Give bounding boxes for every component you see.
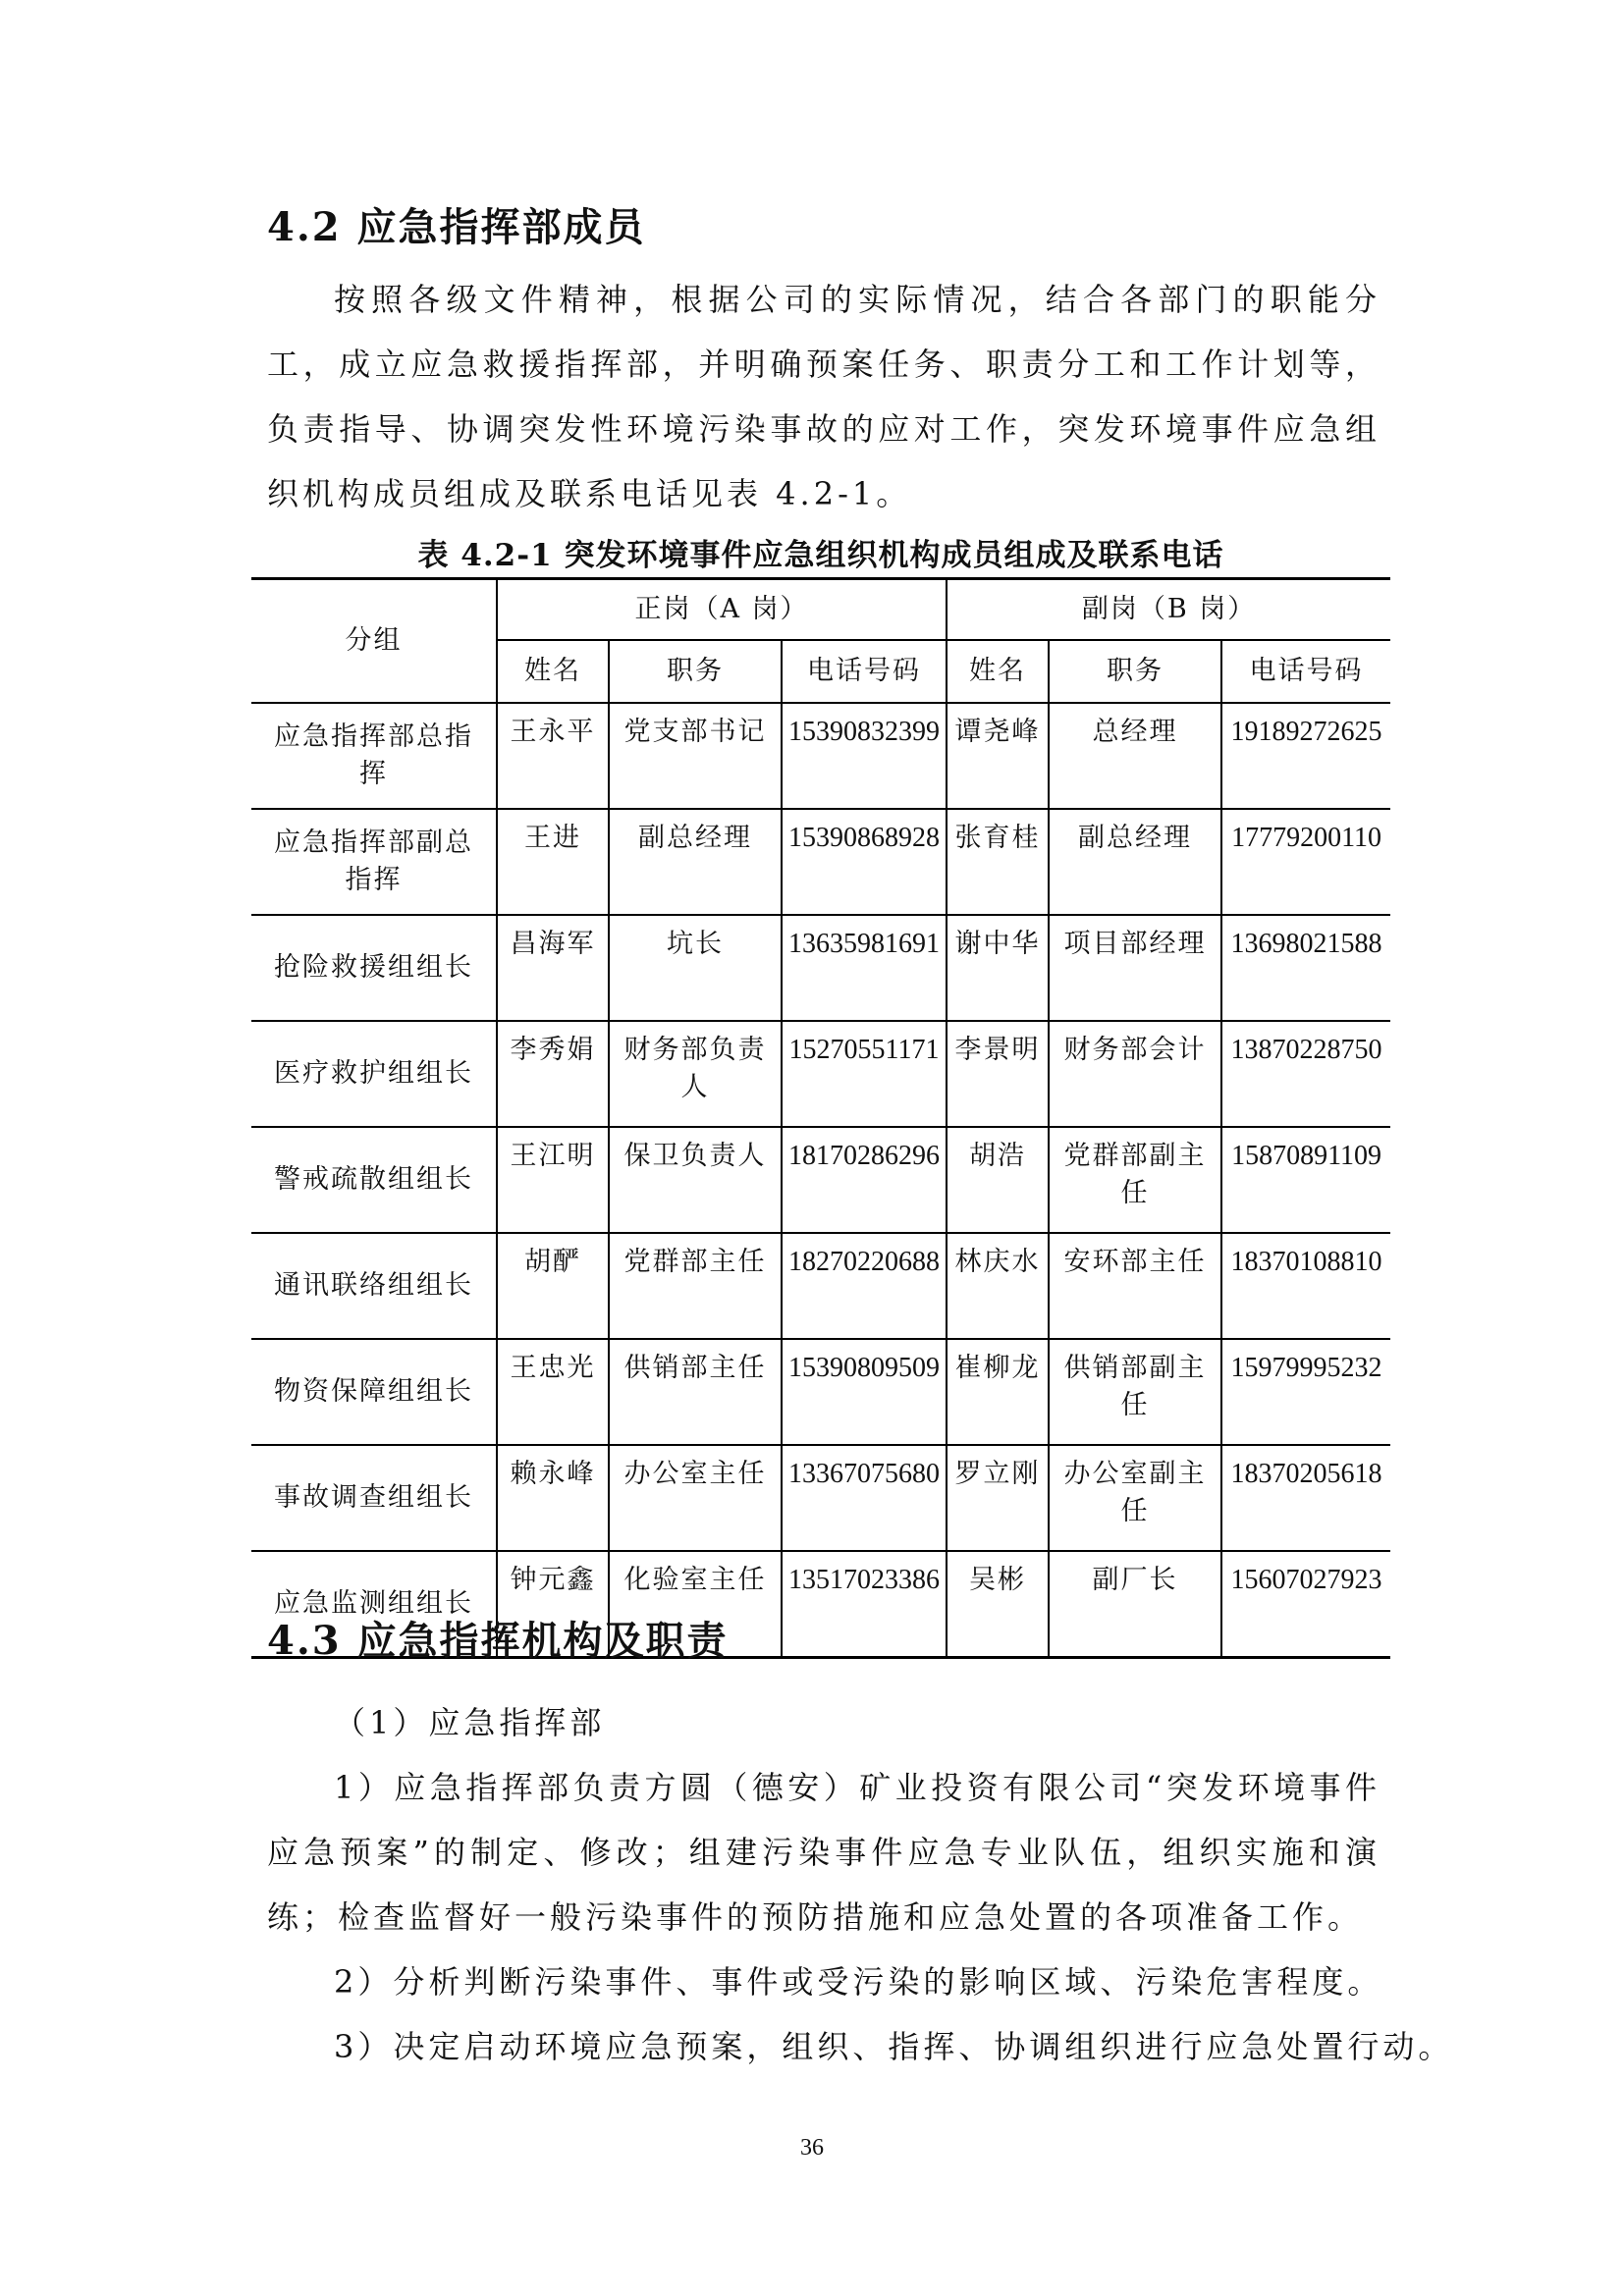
cell-a-name: 胡酽	[497, 1233, 609, 1339]
header-a-post: 正岗（A 岗）	[497, 579, 947, 641]
duty-item-3: 3）决定启动环境应急预案，组织、指挥、协调组织进行应急处置行动。	[334, 2028, 1454, 2065]
cell-group: 事故调查组组长	[251, 1445, 497, 1551]
cell-b-name: 罗立刚	[947, 1445, 1049, 1551]
cell-a-duty: 化验室主任	[609, 1551, 782, 1658]
table-row	[251, 1021, 1390, 1127]
header-b-duty: 职务	[1049, 640, 1221, 703]
cell-b-duty: 项目部经理	[1049, 915, 1221, 1021]
cell-group: 应急指挥部副总指挥	[251, 809, 497, 915]
cell-a-name: 钟元鑫	[497, 1551, 609, 1658]
cell-a-name: 赖永峰	[497, 1445, 609, 1551]
table-row	[251, 1233, 1390, 1339]
cell-b-name: 谢中华	[947, 915, 1049, 1021]
cell-b-duty: 办公室副主任	[1049, 1445, 1221, 1551]
emergency-members-table	[251, 577, 1390, 1659]
cell-b-duty: 副厂长	[1049, 1551, 1221, 1658]
cell-a-phone: 18170286296	[782, 1127, 947, 1233]
duty-item-1: 1）应急指挥部负责方圆（德安）矿业投资有限公司“突发环境事件应急预案”的制定、修改；组建污染事件应急专业队伍，组织实施和演练；检查监督好一般污染事件的预防措施和应急处置的各项准备工作。	[267, 1769, 1380, 1936]
cell-b-name: 崔柳龙	[947, 1339, 1049, 1445]
duty-item-2: 2）分析判断污染事件、事件或受污染的影响区域、污染危害程度。	[334, 1963, 1383, 2001]
cell-group: 抢险救援组组长	[251, 915, 497, 1021]
cell-group: 医疗救护组组长	[251, 1021, 497, 1127]
cell-a-phone: 13517023386	[782, 1551, 947, 1658]
cell-b-phone: 18370205618	[1221, 1445, 1390, 1551]
cell-b-phone: 15870891109	[1221, 1127, 1390, 1233]
cell-b-name: 林庆水	[947, 1233, 1049, 1339]
cell-a-phone: 15270551171	[782, 1021, 947, 1127]
cell-b-name: 李景明	[947, 1021, 1049, 1127]
cell-b-name: 谭尧峰	[947, 703, 1049, 809]
table-row	[251, 915, 1390, 1021]
subheading-command-center: （1）应急指挥部	[334, 1704, 606, 1741]
cell-group: 通讯联络组组长	[251, 1233, 497, 1339]
cell-a-duty: 保卫负责人	[609, 1127, 782, 1233]
table-row	[251, 1127, 1390, 1233]
cell-a-name: 李秀娟	[497, 1021, 609, 1127]
header-b-name: 姓名	[947, 640, 1049, 703]
cell-a-phone: 15390809509	[782, 1339, 947, 1445]
table-body	[251, 703, 1390, 1658]
cell-b-duty: 财务部会计	[1049, 1021, 1221, 1127]
section-heading-4-2: 4.2 应急指挥部成员	[267, 204, 646, 250]
table-caption: 表 4.2-1 突发环境事件应急组织机构成员组成及联系电话	[417, 538, 1224, 573]
cell-a-name: 王永平	[497, 703, 609, 809]
cell-a-phone: 13635981691	[782, 915, 947, 1021]
cell-b-duty: 总经理	[1049, 703, 1221, 809]
table-row	[251, 1445, 1390, 1551]
page-number: 36	[800, 2135, 824, 2161]
header-a-phone: 电话号码	[782, 640, 947, 703]
cell-a-phone: 18270220688	[782, 1233, 947, 1339]
cell-b-duty: 党群部副主任	[1049, 1127, 1221, 1233]
header-a-duty: 职务	[609, 640, 782, 703]
cell-a-phone: 13367075680	[782, 1445, 947, 1551]
header-a-name: 姓名	[497, 640, 609, 703]
cell-b-duty: 副总经理	[1049, 809, 1221, 915]
header-b-phone: 电话号码	[1221, 640, 1390, 703]
table-row	[251, 703, 1390, 809]
intro-paragraph: 按照各级文件精神，根据公司的实际情况，结合各部门的职能分工，成立应急救援指挥部，并明确预案任务、职责分工和工作计划等，负责指导、协调突发性环境污染事故的应对工作，突发环境事件应急组织机构成员组成及联系电话见表 4.2-1。	[267, 281, 1380, 512]
cell-b-duty: 安环部主任	[1049, 1233, 1221, 1339]
cell-a-phone: 15390868928	[782, 809, 947, 915]
cell-b-name: 胡浩	[947, 1127, 1049, 1233]
cell-b-phone: 19189272625	[1221, 703, 1390, 809]
cell-b-phone: 15607027923	[1221, 1551, 1390, 1658]
cell-a-duty: 党支部书记	[609, 703, 782, 809]
cell-b-phone: 17779200110	[1221, 809, 1390, 915]
header-group: 分组	[251, 579, 497, 704]
cell-a-duty: 坑长	[609, 915, 782, 1021]
cell-b-phone: 15979995232	[1221, 1339, 1390, 1445]
cell-b-name: 张育桂	[947, 809, 1049, 915]
cell-a-duty: 办公室主任	[609, 1445, 782, 1551]
cell-a-name: 王江明	[497, 1127, 609, 1233]
table-row	[251, 809, 1390, 915]
table-row	[251, 1339, 1390, 1445]
section-heading-4-3: 4.3 应急指挥机构及职责	[267, 1618, 729, 1664]
cell-a-duty: 供销部主任	[609, 1339, 782, 1445]
cell-a-duty: 党群部主任	[609, 1233, 782, 1339]
cell-a-phone: 15390832399	[782, 703, 947, 809]
cell-a-name: 王忠光	[497, 1339, 609, 1445]
cell-a-name: 昌海军	[497, 915, 609, 1021]
cell-group: 应急监测组组长	[251, 1551, 497, 1658]
cell-b-phone: 13698021588	[1221, 915, 1390, 1021]
cell-group: 警戒疏散组组长	[251, 1127, 497, 1233]
cell-group: 应急指挥部总指挥	[251, 703, 497, 809]
cell-b-duty: 供销部副主任	[1049, 1339, 1221, 1445]
header-b-post: 副岗（B 岗）	[947, 579, 1390, 641]
cell-a-duty: 副总经理	[609, 809, 782, 915]
cell-a-duty: 财务部负责人	[609, 1021, 782, 1127]
cell-b-phone: 13870228750	[1221, 1021, 1390, 1127]
cell-b-phone: 18370108810	[1221, 1233, 1390, 1339]
cell-b-name: 吴彬	[947, 1551, 1049, 1658]
cell-a-name: 王进	[497, 809, 609, 915]
cell-group: 物资保障组组长	[251, 1339, 497, 1445]
